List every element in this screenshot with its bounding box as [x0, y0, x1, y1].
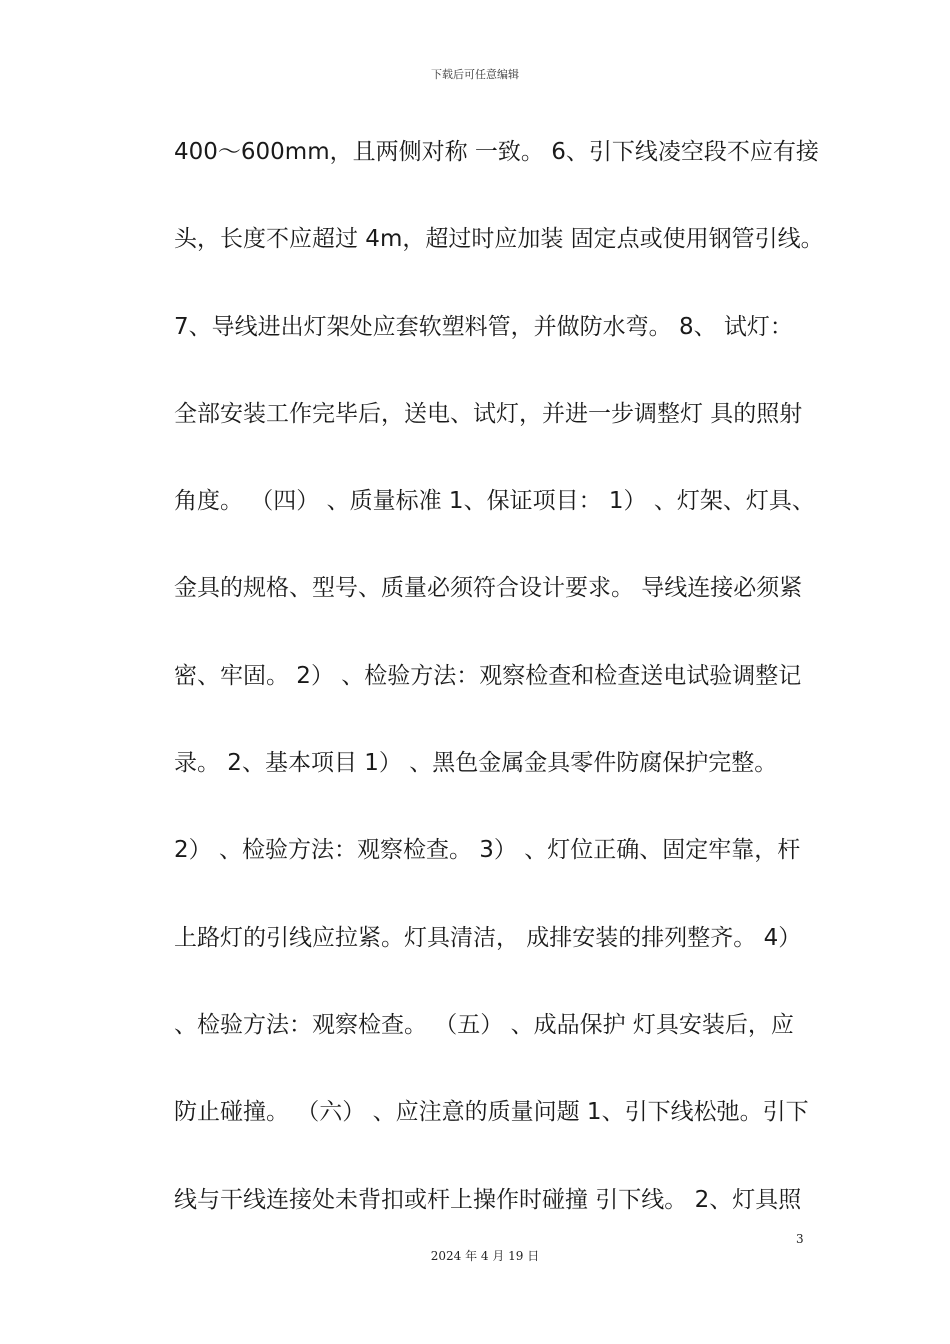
text-line: 金具的规格、型号、质量必须符合设计要求。 导线连接必须紧 [174, 575, 803, 602]
text-line: 400～600mm，且两侧对称 一致。 6、引下线凌空段不应有接 [174, 139, 819, 165]
text-line: 全部安装工作完毕后，送电、试灯，并进一步调整灯 具的照射 [174, 400, 803, 427]
text-line: 头，长度不应超过 4m，超过时应加装 固定点或使用钢管引线。 [174, 226, 824, 253]
text-line: 线与干线连接处未背扣或杆上操作时碰撞 引下线。 2、灯具照 [174, 1186, 802, 1213]
text-line: 、检验方法：观察检查。 （五） 、成品保护 灯具安装后，应 [174, 1011, 794, 1038]
text-line: 防止碰撞。 （六） 、应注意的质量问题 1、引下线松弛。引下 [174, 1099, 809, 1126]
text-line: 7、导线进出灯架处应套软塑料管，并做防水弯。 8、 试灯： [174, 313, 793, 340]
text-line: 密、牢固。 2） 、检验方法：观察检查和检查送电试验调整记 [174, 662, 802, 689]
text-line: 上路灯的引线应拉紧。灯具清洁， 成排安装的排列整齐。 4） [174, 924, 802, 951]
footer-date: 2024 年 4 月 19 日 [430, 1249, 540, 1263]
text-line: 录。 2、基本项目 1） 、黑色金属金具零件防腐保护完整。 [174, 750, 778, 777]
text-line: 2） 、检验方法：观察检查。 3） 、灯位正确、固定牢靠，杆 [174, 837, 801, 864]
document-body [174, 134, 834, 1269]
page-header: 下载后可任意编辑 [431, 68, 519, 81]
page-number: 3 [796, 1232, 804, 1246]
text-line: 角度。 （四） 、质量标准 1、保证项目： 1） 、灯架、灯具、 [174, 488, 815, 515]
